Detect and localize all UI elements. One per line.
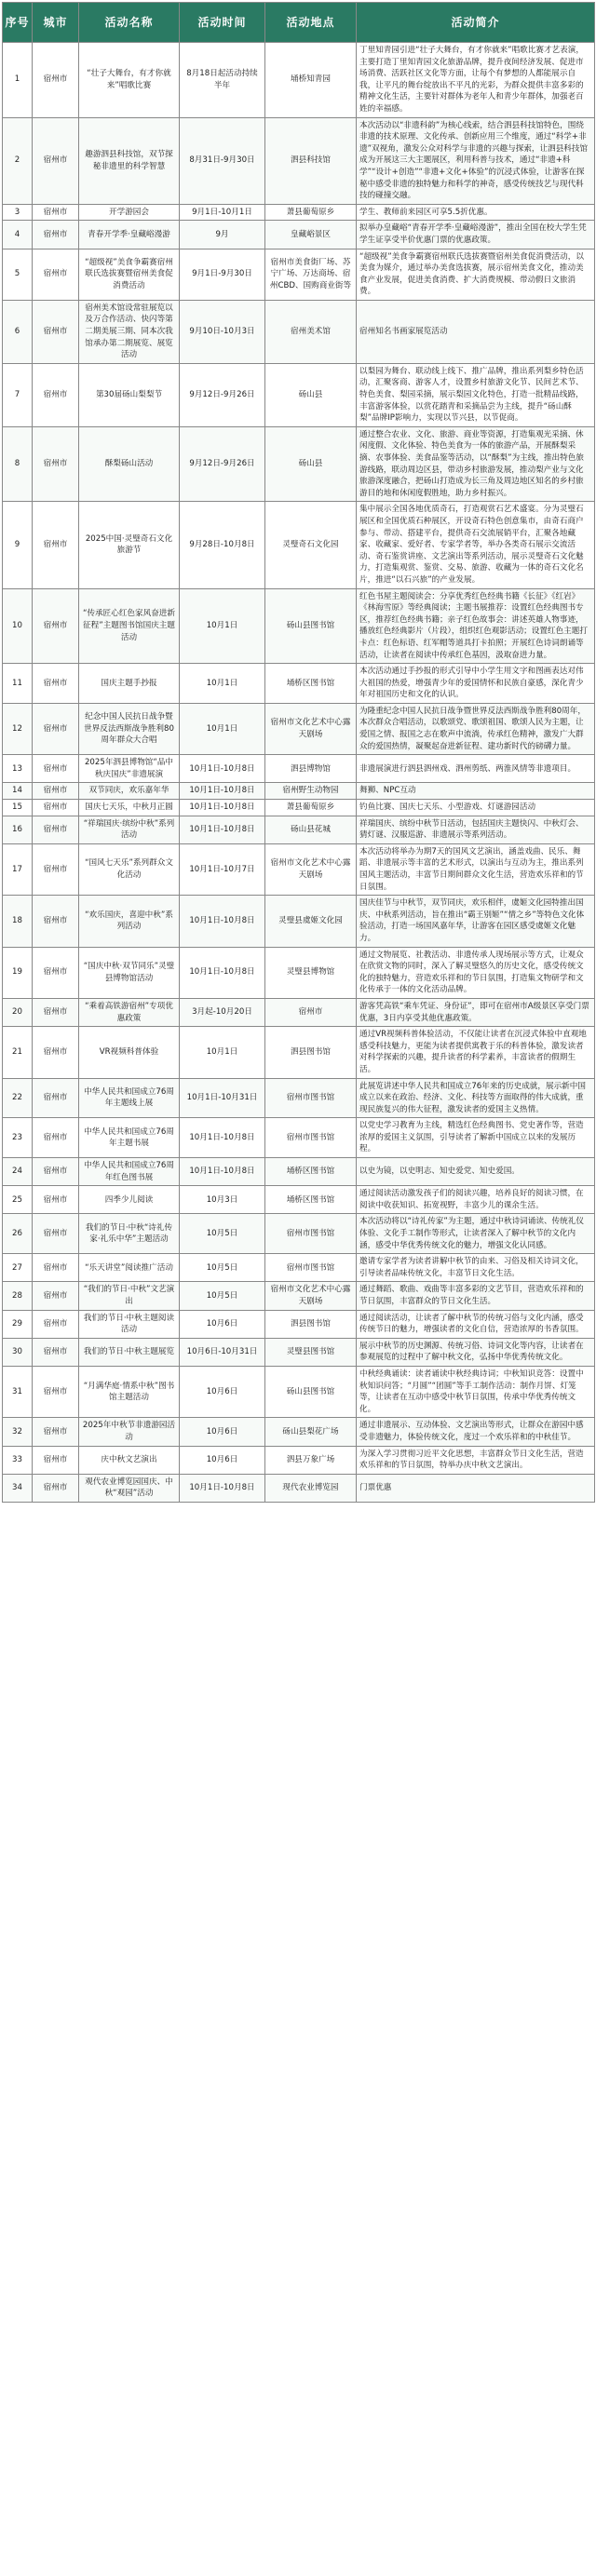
row-activity-time: 10月1日-10月8日: [180, 1158, 265, 1186]
row-index: 8: [3, 426, 33, 502]
row-activity-place: 宿州市图书馆: [265, 1118, 357, 1158]
row-activity-intro: 舞狮、NPC互动: [357, 783, 595, 800]
row-index: 33: [3, 1446, 33, 1474]
row-activity-place: 宿州市文化艺术中心露天剧场: [265, 1282, 357, 1310]
row-activity-name: “乐天讲堂”阅读推广活动: [79, 1254, 180, 1282]
row-city: 宿州市: [33, 755, 79, 783]
row-activity-place: 砀山县图书馆: [265, 588, 357, 664]
row-activity-name: “国庆中秋·双节同乐”灵璧县博物馆活动: [79, 947, 180, 998]
row-city: 宿州市: [33, 1158, 79, 1186]
row-city: 宿州市: [33, 896, 79, 947]
row-activity-place: 埇桥知青园: [265, 43, 357, 118]
row-activity-name: “欢乐国庆，喜迎中秋”系列活动: [79, 896, 180, 947]
row-city: 宿州市: [33, 502, 79, 588]
row-activity-time: 10月1日: [180, 1027, 265, 1078]
row-city: 宿州市: [33, 117, 79, 204]
row-activity-time: 10月1日-10月8日: [180, 800, 265, 816]
row-index: 28: [3, 1282, 33, 1310]
row-city: 宿州市: [33, 300, 79, 363]
row-city: 宿州市: [33, 1474, 79, 1502]
row-index: 30: [3, 1338, 33, 1366]
row-index: 9: [3, 502, 33, 588]
row-activity-name: 2025年泗县博物馆“品中秋庆国庆”非遗展演: [79, 755, 180, 783]
row-activity-intro: 钓鱼比赛、国庆七天乐、小型游戏、灯谜游园活动: [357, 800, 595, 816]
row-index: 1: [3, 43, 33, 118]
row-activity-time: 10月6日: [180, 1310, 265, 1338]
row-activity-intro: 通过VR视频科普体验活动，不仅能让读者在沉浸式体验中直观地感受科技魅力，更能为读者提供寓教于乐的科普体验，激发读者对科学探索的兴趣，提升读者的科学素养，丰富读者的假期生活。: [357, 1027, 595, 1078]
row-activity-intro: 学生、教师前来园区可享5.5折优惠。: [357, 204, 595, 221]
row-index: 3: [3, 204, 33, 221]
row-activity-time: 10月6日: [180, 1366, 265, 1417]
table-row: [3, 664, 595, 704]
row-city: 宿州市: [33, 998, 79, 1026]
row-index: 23: [3, 1118, 33, 1158]
table-row: [3, 896, 595, 947]
row-index: 21: [3, 1027, 33, 1078]
row-city: 宿州市: [33, 1282, 79, 1310]
row-activity-intro: 通过整合农业、文化、旅游、商业等资源，打造集观光采摘、休闲度假、文化体验、特色美食为一体的旅游产品，开展酥梨采摘、农事体验、美食品鉴等活动，以“酥梨”为主线，推出特色旅游线路，联动周边区县，带动乡村旅游发展，推动梨产业与文化旅游深度融合，把砀山打造成为长三角及周边地区知名的乡村旅游目的地和休闲度假胜地，助力乡村振兴。: [357, 426, 595, 502]
row-index: 20: [3, 998, 33, 1026]
table-row: [3, 800, 595, 816]
row-index: 6: [3, 300, 33, 363]
row-activity-place: 宿州市图书馆: [265, 1078, 357, 1118]
table-row: [3, 783, 595, 800]
row-activity-time: 9月12日-9月26日: [180, 426, 265, 502]
row-activity-place: 现代农业博览园: [265, 1474, 357, 1502]
row-activity-name: 我们的节日·中秋主题展览: [79, 1338, 180, 1366]
row-activity-name: 国庆七天乐，中秋月正圆: [79, 800, 180, 816]
row-activity-name: 2025中国·灵璧奇石文化旅游节: [79, 502, 180, 588]
row-activity-place: 泗县图书馆: [265, 1310, 357, 1338]
table-row: [3, 755, 595, 783]
row-activity-intro: 祥瑞国庆、缤纷中秋节日活动，包括国庆主题快闪、中秋灯会、猜灯谜、汉服巡游、非遗展示等系列活动。: [357, 816, 595, 843]
header-city: 城市: [33, 3, 79, 43]
row-activity-name: 庆中秋文艺演出: [79, 1446, 180, 1474]
row-activity-place: 宿州市文化艺术中心露天剧场: [265, 843, 357, 895]
row-activity-intro: 通过非遗展示、互动体验、文艺演出等形式，让群众在游园中感受非遗魅力，体验传统文化，度过一个欢乐祥和的中秋佳节。: [357, 1418, 595, 1446]
row-activity-name: 2025年中秋节非遗游园活动: [79, 1418, 180, 1446]
row-index: 5: [3, 249, 33, 300]
row-activity-place: 砀山县: [265, 363, 357, 426]
row-index: 31: [3, 1366, 33, 1417]
table-row: [3, 703, 595, 754]
table-row: [3, 221, 595, 249]
row-activity-intro: 宿州知名书画家展览活动: [357, 300, 595, 363]
table-row: [3, 1118, 595, 1158]
row-activity-name: 开学游园会: [79, 204, 180, 221]
table-row: [3, 843, 595, 895]
table-row: [3, 1338, 595, 1366]
row-activity-time: 10月1日-10月8日: [180, 1118, 265, 1158]
row-city: 宿州市: [33, 1446, 79, 1474]
row-city: 宿州市: [33, 588, 79, 664]
row-activity-name: 纪念中国人民抗日战争暨世界反法西斯战争胜利80周年群众大合唱: [79, 703, 180, 754]
row-index: 15: [3, 800, 33, 816]
row-activity-place: 宿州市图书馆: [265, 1254, 357, 1282]
table-row: [3, 947, 595, 998]
row-activity-time: 10月1日-10月8日: [180, 816, 265, 843]
table-row: [3, 300, 595, 363]
row-activity-name: 我们的节日·中秋主题阅读活动: [79, 1310, 180, 1338]
row-activity-name: “超级视”美食争霸赛宿州联氏选拔赛暨宿州美食促消费活动: [79, 249, 180, 300]
row-activity-name: 中华人民共和国成立76周年红色图书展: [79, 1158, 180, 1186]
row-index: 12: [3, 703, 33, 754]
table-row: [3, 1214, 595, 1254]
row-activity-name: “祥瑞国庆·缤纷中秋”系列活动: [79, 816, 180, 843]
row-city: 宿州市: [33, 783, 79, 800]
row-city: 宿州市: [33, 1186, 79, 1214]
row-index: 34: [3, 1474, 33, 1502]
row-activity-place: 灵璧奇石文化园: [265, 502, 357, 588]
row-activity-place: 萧县葡萄原乡: [265, 204, 357, 221]
table-row: [3, 249, 595, 300]
row-activity-place: 砀山县: [265, 426, 357, 502]
row-activity-name: “乘着高铁游宿州”专项优惠政策: [79, 998, 180, 1026]
row-activity-name: 酥梨砀山活动: [79, 426, 180, 502]
table-body: [3, 43, 595, 1503]
row-activity-place: 宿州市文化艺术中心露天剧场: [265, 703, 357, 754]
header-activity-time: 活动时间: [180, 3, 265, 43]
row-activity-intro: 此展览讲述中华人民共和国成立76年来的历史成就，展示新中国成立以来在政治、经济、文化、科技等方面取得的伟大成就，重现民族复兴的伟大征程，激发读者的爱国主义热情。: [357, 1078, 595, 1118]
row-city: 宿州市: [33, 664, 79, 704]
row-activity-time: 8月18日起活动持续半年: [180, 43, 265, 118]
row-activity-time: 10月1日-10月7日: [180, 843, 265, 895]
row-activity-place: 灵璧县图书馆: [265, 1338, 357, 1366]
row-activity-time: 9月: [180, 221, 265, 249]
row-activity-name: 趣游泗县科技馆，双节探秘非遗里的科学智慧: [79, 117, 180, 204]
row-activity-time: 3月起-10月20日: [180, 998, 265, 1026]
table-row: [3, 1027, 595, 1078]
row-activity-intro: 以党史学习教育为主线，精选红色经典图书、党史著作等，营造浓厚的爱国主义氛围，引导读者了解新中国成立以来的发展历程。: [357, 1118, 595, 1158]
row-activity-time: 10月1日: [180, 664, 265, 704]
row-city: 宿州市: [33, 1118, 79, 1158]
table-row: [3, 998, 595, 1026]
row-activity-name: 双节同庆，欢乐嘉年华: [79, 783, 180, 800]
row-activity-time: 9月1日-10月1日: [180, 204, 265, 221]
row-activity-time: 10月1日-10月8日: [180, 783, 265, 800]
row-activity-place: 灵璧县博物馆: [265, 947, 357, 998]
row-activity-intro: 红色书屋主题阅读会：分享优秀红色经典书籍《长征》《红岩》《林海雪原》等经典阅读；主题书展推荐：设置红色经典图书专区，推荐红色经典书籍；亲子红色故事会：讲述英雄人物事迹，播放红色经典影片（片段），组织红色观影活动；设置红色主题打卡点：红色标语、红军帽等道具打卡拍照；开展红色诗词朗诵等活动，让读者在阅读中传承红色基因，汲取奋进力量。: [357, 588, 595, 664]
row-activity-time: 10月1日-10月8日: [180, 1474, 265, 1502]
row-activity-name: 第30届砀山梨梨节: [79, 363, 180, 426]
row-activity-time: 10月3日: [180, 1186, 265, 1214]
row-activity-time: 10月1日-10月8日: [180, 896, 265, 947]
row-index: 24: [3, 1158, 33, 1186]
row-activity-name: 观代农业博览园国庆、中秋“观园”活动: [79, 1474, 180, 1502]
row-city: 宿州市: [33, 703, 79, 754]
row-city: 宿州市: [33, 1078, 79, 1118]
row-activity-time: 9月1日-9月30日: [180, 249, 265, 300]
row-activity-intro: 中秋经典诵读：读者诵读中秋经典诗词；中秋知识竞答：设置中秋知识问答；“月圆”“团圆”等手工制作活动：制作月饼、灯笼等，让读者在互动中感受中秋节日氛围，传承中华优秀传统文化。: [357, 1366, 595, 1417]
row-activity-name: “传承匠心红色家风奋进新征程”主题图书馆国庆主题活动: [79, 588, 180, 664]
row-city: 宿州市: [33, 947, 79, 998]
row-activity-intro: 拟举办皇藏峪“青春开学季·皇藏峪漫游”，推出全国在校大学生凭学生证享受半价优惠门票的优惠政策。: [357, 221, 595, 249]
row-activity-intro: 以史为镜，以史明志、知史爱党、知史爱国。: [357, 1158, 595, 1186]
table-row: [3, 502, 595, 588]
table-row: [3, 1158, 595, 1186]
row-activity-name: “月满华庭·情系中秋”图书馆主题活动: [79, 1366, 180, 1417]
row-city: 宿州市: [33, 1366, 79, 1417]
row-city: 宿州市: [33, 843, 79, 895]
table-header-row: [3, 3, 595, 43]
row-city: 宿州市: [33, 1310, 79, 1338]
row-activity-intro: 本次活动通过手抄报的形式引导中小学生用文字和图画表达对伟大祖国的热爱，增强青少年的爱国情怀和民族自豪感，深化青少年对祖国历史和文化的认识。: [357, 664, 595, 704]
row-city: 宿州市: [33, 1418, 79, 1446]
row-activity-place: 泗县万象广场: [265, 1446, 357, 1474]
table-row: [3, 1446, 595, 1474]
table-row: [3, 43, 595, 118]
row-activity-place: 皇藏峪景区: [265, 221, 357, 249]
row-city: 宿州市: [33, 1338, 79, 1366]
row-activity-place: 埇桥区图书馆: [265, 664, 357, 704]
header-activity-name: 活动名称: [79, 3, 180, 43]
row-activity-name: 四季少儿阅读: [79, 1186, 180, 1214]
row-activity-time: 10月5日: [180, 1214, 265, 1254]
row-index: 2: [3, 117, 33, 204]
row-activity-time: 10月6日: [180, 1446, 265, 1474]
row-activity-intro: 国庆佳节与中秋节，双节同庆，欢乐相伴，虞姬文化园特推出国庆、中秋系列活动，旨在推出“霸王别姬”“情之乡”等特色文化体验活动，打造一场国风嘉年华，让游客在园区感受虞姬文化魅力。: [357, 896, 595, 947]
row-activity-place: 砀山县花城: [265, 816, 357, 843]
row-activity-intro: 通过阅读活动激发孩子们的阅读兴趣，培养良好的阅读习惯，在阅读中收获知识、拓宽视野，丰富少儿的课余生活。: [357, 1186, 595, 1214]
row-activity-intro: 通过阅读活动，让读者了解中秋节的传统习俗与文化内涵，感受传统节日的魅力，增强读者的文化自信，营造浓厚的书香氛围。: [357, 1310, 595, 1338]
row-index: 14: [3, 783, 33, 800]
row-index: 16: [3, 816, 33, 843]
row-activity-name: 宿州美术馆设常驻展览以及万合作活动、快闪等第二期美展三期、同本次我馆承办第二期展览、展览活动: [79, 300, 180, 363]
header-index: 序号: [3, 3, 33, 43]
row-activity-time: 10月5日: [180, 1282, 265, 1310]
row-activity-name: “壮子大舞台，有才你就来”唱歌比赛: [79, 43, 180, 118]
row-activity-time: 10月6日: [180, 1418, 265, 1446]
row-activity-name: 中华人民共和国成立76周年主题书展: [79, 1118, 180, 1158]
row-city: 宿州市: [33, 1027, 79, 1078]
row-city: 宿州市: [33, 426, 79, 502]
row-activity-intro: 为深入学习贯彻习近平文化思想，丰富群众节日文化生活，营造欢乐祥和的节日氛围，特举办庆中秋文艺演出。: [357, 1446, 595, 1474]
row-activity-name: VR视频科普体验: [79, 1027, 180, 1078]
row-activity-time: 10月1日: [180, 703, 265, 754]
row-activity-intro: 丁里知青园引进“壮子大舞台，有才你就来”唱歌比赛才艺表演，主要打造丁里知青园文化旅游品牌，提升夜间经济发展、促进市场消费、活跃社区文化等方面，让每个有梦想的人都能展示自我，让平凡的舞台绽放出不平凡的光彩，为群众提供丰富多彩的精神文化生活，主要针对群体为老年人和青少年群体，加强老百姓的幸福感。: [357, 43, 595, 118]
table-row: [3, 588, 595, 664]
row-activity-time: 10月6日-10月31日: [180, 1338, 265, 1366]
row-activity-intro: “超级视”美食争霸赛宿州联氏选拔赛暨宿州美食促消费活动，以美食为媒介，通过举办美食选拔赛，展示宿州美食文化，推动美食产业发展，促进美食消费、扩大消费规模、带动假日文旅消费。: [357, 249, 595, 300]
row-index: 10: [3, 588, 33, 664]
table-row: [3, 816, 595, 843]
row-activity-intro: 通过舞蹈、歌曲、戏曲等丰富多彩的文艺节目，营造欢乐祥和的节日氛围，丰富群众的节日文化生活。: [357, 1282, 595, 1310]
row-activity-place: 萧县葡萄原乡: [265, 800, 357, 816]
row-activity-place: 泗县科技馆: [265, 117, 357, 204]
row-index: 27: [3, 1254, 33, 1282]
row-activity-intro: 游客凭高铁“乘车凭证、身份证”，即可在宿州市A级景区享受门票优惠，3日内享受其他优惠政策。: [357, 998, 595, 1026]
row-index: 26: [3, 1214, 33, 1254]
table-row: [3, 117, 595, 204]
header-activity-place: 活动地点: [265, 3, 357, 43]
table-row: [3, 1078, 595, 1118]
row-city: 宿州市: [33, 816, 79, 843]
row-activity-place: 宿州市美食街厂场、苏宁广场、万达商场、宿州CBD、国购商业街等: [265, 249, 357, 300]
row-activity-time: 10月1日: [180, 588, 265, 664]
row-activity-place: 泗县图书馆: [265, 1027, 357, 1078]
row-activity-place: 埇桥区图书馆: [265, 1186, 357, 1214]
row-index: 18: [3, 896, 33, 947]
row-activity-time: 10月5日: [180, 1254, 265, 1282]
row-activity-time: 10月1日-10月8日: [180, 755, 265, 783]
table-row: [3, 363, 595, 426]
row-activity-place: 砀山县图书馆: [265, 1366, 357, 1417]
row-activity-name: 青春开学季·皇藏峪漫游: [79, 221, 180, 249]
row-activity-intro: 本次活动将举办为期7天的国风文艺演出，涵盖戏曲、民乐、舞蹈、非遗展示等丰富的艺术形式，以演出与互动为主，推出系列国风主题活动，丰富节日期间群众文化生活，营造欢乐祥和的节日氛围。: [357, 843, 595, 895]
table-row: [3, 426, 595, 502]
row-activity-intro: 本次活动以“非遗科韵”为核心线索，结合泗县科技馆特色，围绕非遗的技术原理、文化传承、创新应用三个维度，通过“科学+非遗”双视角，激发公众对科学与非遗的兴趣与探索，让泗县科技馆成为开展这三大主题展区，利用科普与技术，通过“非遗+科学”“设计+创造”“非遗+文化+体验”的沉浸式体验，让游客在探秘中感受非遗的独特魅力和科学的神奇，感受传统技艺与现代科技的碰撞交融。: [357, 117, 595, 204]
table-row: [3, 1418, 595, 1446]
activity-table: [2, 2, 595, 1503]
row-activity-place: 宿州野生动物园: [265, 783, 357, 800]
row-index: 17: [3, 843, 33, 895]
row-activity-time: 10月1日-10月8日: [180, 947, 265, 998]
table-row: [3, 1254, 595, 1282]
row-activity-name: 中华人民共和国成立76周年主题线上展: [79, 1078, 180, 1118]
row-city: 宿州市: [33, 363, 79, 426]
row-activity-time: 8月31日-9月30日: [180, 117, 265, 204]
row-city: 宿州市: [33, 249, 79, 300]
row-activity-place: 宿州市图书馆: [265, 1214, 357, 1254]
row-index: 7: [3, 363, 33, 426]
table-row: [3, 1474, 595, 1502]
row-index: 11: [3, 664, 33, 704]
row-activity-intro: 展示中秋节的历史渊源、传统习俗、诗词文化等内容，让读者在参观展览的过程中了解中秋文化，弘扬中华优秀传统文化。: [357, 1338, 595, 1366]
row-activity-intro: 本次活动将以“诗礼传家”为主题，通过中秋诗词诵读、传统礼仪体验、文化手工制作等形式，让读者深入了解中秋节的文化内涵，感受中华优秀传统文化的魅力，增强文化认同感。: [357, 1214, 595, 1254]
row-activity-intro: 为隆重纪念中国人民抗日战争暨世界反法西斯战争胜利80周年，本次群众合唱活动，以歌颂党、歌颂祖国、歌颂人民为主题，让爱国之情、报国之志在歌声中流淌，传承红色精神，激发广大群众的爱国热情，凝聚起奋进新征程、建功新时代的磅礴力量。: [357, 703, 595, 754]
row-index: 13: [3, 755, 33, 783]
row-activity-intro: 集中展示全国各地优质奇石，打造观赏石艺术盛宴。分为灵璧石展区和全国优质石种展区，开设奇石特色创意集市，由奇石商户参与、带动、搭建平台，提供奇石交流展销平台，汇聚各地藏家、收藏家、爱好者、专家学者等，举办各类奇石展示交流活动、奇石鉴赏讲座、文艺演出等系列活动，展示灵璧奇石文化魅力，打造集观赏、鉴赏、交易、旅游、收藏为一体的奇石文化名片，推进“以石兴旅”的产业发展。: [357, 502, 595, 588]
row-activity-place: 埇桥区图书馆: [265, 1158, 357, 1186]
row-city: 宿州市: [33, 1214, 79, 1254]
row-activity-intro: 通过文物展览、社教活动、非遗传承人现场展示等方式，让观众在欣赏文物的同时，深入了解灵璧悠久的历史文化，感受传统文化的独特魅力，营造欢乐祥和的节日氛围，打造集文物研学和文化传承于一体的文化活动品牌。: [357, 947, 595, 998]
row-index: 19: [3, 947, 33, 998]
row-activity-time: 10月1日-10月31日: [180, 1078, 265, 1118]
row-activity-time: 9月10日-10月3日: [180, 300, 265, 363]
row-city: 宿州市: [33, 1254, 79, 1282]
table-row: [3, 1366, 595, 1417]
row-index: 25: [3, 1186, 33, 1214]
row-activity-intro: 门票优惠: [357, 1474, 595, 1502]
row-activity-place: 泗县博物馆: [265, 755, 357, 783]
row-activity-name: “我们的节日·中秋”文艺演出: [79, 1282, 180, 1310]
row-index: 22: [3, 1078, 33, 1118]
row-activity-name: 我们的节日·中秋“诗礼传家·礼乐中华”主题活动: [79, 1214, 180, 1254]
table-row: [3, 1186, 595, 1214]
row-activity-place: 砀山县梨花广场: [265, 1418, 357, 1446]
row-activity-time: 9月28日-10月8日: [180, 502, 265, 588]
row-index: 4: [3, 221, 33, 249]
table-row: [3, 1310, 595, 1338]
row-activity-time: 9月12日-9月26日: [180, 363, 265, 426]
row-index: 29: [3, 1310, 33, 1338]
row-activity-place: 灵璧县虞姬文化园: [265, 896, 357, 947]
row-activity-place: 宿州市: [265, 998, 357, 1026]
row-activity-intro: 邀请专家学者为读者讲解中秋节的由来、习俗及相关诗词文化，引导读者品味传统文化，丰富节日文化生活。: [357, 1254, 595, 1282]
row-activity-intro: 以梨园为舞台、联动线上线下、推广品牌，推出系列梨乡特色活动，汇聚客商、游客人才，设置乡村旅游文化节、民间艺术节、特色美食、梨园采摘，展示梨园文化特色，打造一批精品线路，丰富游客体验，以赏花踏青和采摘品尝为主线，提升“砀山酥梨”品牌IP影响力，实现以节兴县，以节促商。: [357, 363, 595, 426]
row-index: 32: [3, 1418, 33, 1446]
row-activity-place: 宿州美术馆: [265, 300, 357, 363]
row-activity-intro: 非遗展演进行泗县泗州戏、泗州剪纸、两淮风情等非遗项目。: [357, 755, 595, 783]
table-row: [3, 1282, 595, 1310]
table-row: [3, 204, 595, 221]
row-city: 宿州市: [33, 221, 79, 249]
row-activity-name: 国庆主题手抄报: [79, 664, 180, 704]
row-city: 宿州市: [33, 204, 79, 221]
header-activity-intro: 活动简介: [357, 3, 595, 43]
row-city: 宿州市: [33, 800, 79, 816]
row-activity-name: “国风七天乐”系列群众文化活动: [79, 843, 180, 895]
row-city: 宿州市: [33, 43, 79, 118]
